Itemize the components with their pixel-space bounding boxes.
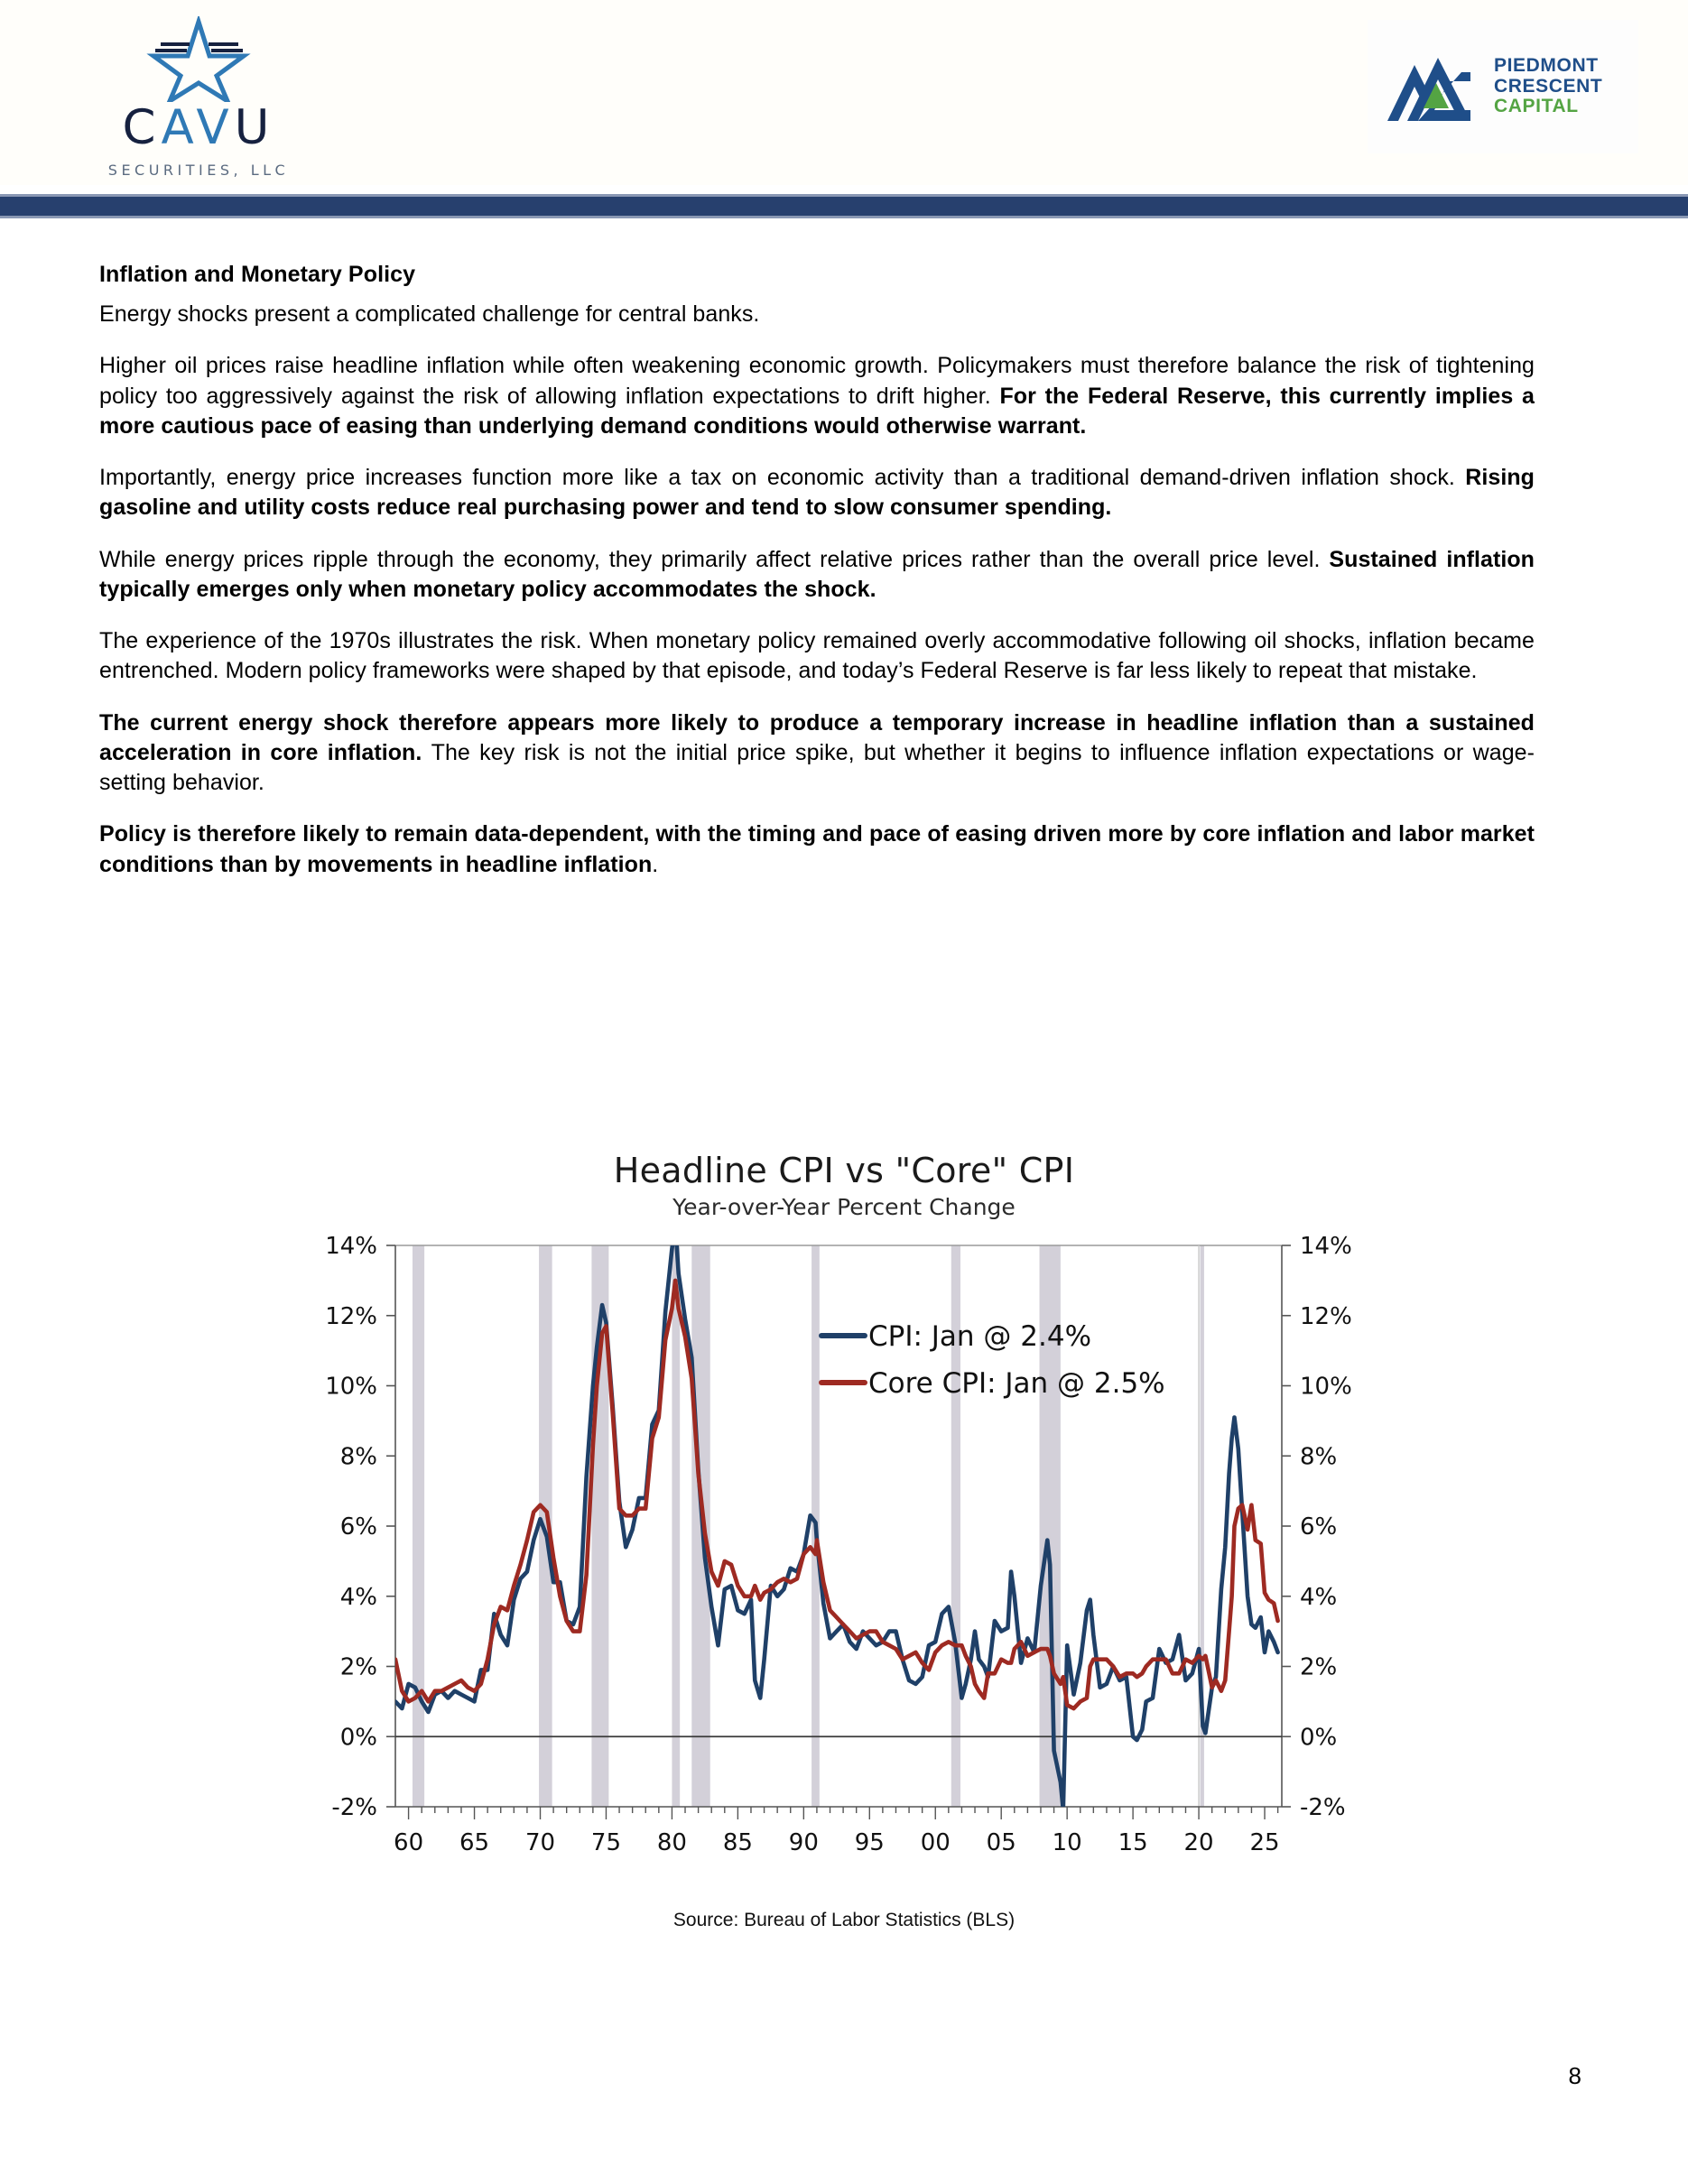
cavu-letter-v: V (196, 100, 235, 155)
text-run-bold: For the Federal Reserve, this currently implies a more cautious pace of easing than underlying demand conditions would otherwise warrant. (99, 383, 1535, 439)
document-body (99, 262, 1535, 902)
y-axis-label-right: 6% (1300, 1513, 1338, 1541)
legend-label-cpi: CPI: Jan @ 2.4% (868, 1320, 1092, 1353)
x-axis-label: 20 (1183, 1829, 1214, 1856)
text-run-bold: The current energy shock therefore appears more likely to produce a temporary increase in headline inflation than a sustained acceleration in core inflation. (99, 709, 1535, 765)
x-axis-label: 90 (788, 1829, 819, 1856)
cavu-letter-c: C (122, 100, 162, 155)
recession-band (413, 1245, 424, 1807)
y-axis-label-right: 8% (1300, 1443, 1338, 1471)
x-axis-label: 25 (1249, 1829, 1280, 1856)
x-axis-label: 95 (854, 1829, 885, 1856)
x-axis-label: 00 (920, 1829, 951, 1856)
y-axis-label-left: 10% (325, 1373, 377, 1401)
recession-band (672, 1245, 680, 1807)
y-axis-label-right: 2% (1300, 1653, 1338, 1681)
text-run: Importantly, energy price increases function more like a tax on economic activity than a traditional demand-driven inflation shock. (99, 465, 1466, 490)
pcc-line-1: PIEDMONT (1494, 55, 1599, 77)
text-run: The experience of the 1970s illustrates the risk. When monetary policy remained overly accommodative following oil shocks, inflation became entrenched. Modern policy frameworks were shaped by that episode, and today’s Federal Reserve is far less likely to repeat that mistake. (99, 628, 1535, 684)
y-axis-label-right: 10% (1300, 1373, 1352, 1401)
x-axis-label: 05 (986, 1829, 1016, 1856)
page-header (0, 0, 1688, 185)
chart-source-note: Source: Bureau of Labor Statistics (BLS) (672, 1910, 1016, 1930)
cavu-securities-logo (77, 16, 320, 179)
pcc-line-3: CAPITAL (1494, 96, 1579, 117)
text-run: Higher oil prices raise headline inflation while often weakening economic growth. Policymakers must therefore balance the risk of tightening policy too aggressively against the risk of allowing inflation expectations to drift higher. (99, 353, 1535, 409)
cpi-chart-figure (0, 1151, 1688, 1931)
y-axis-label-right: 0% (1300, 1724, 1338, 1752)
paragraph-p2 (99, 351, 1535, 441)
page-number: 8 (1568, 2062, 1581, 2089)
x-axis-label: 15 (1118, 1829, 1148, 1856)
x-axis-label: 80 (656, 1829, 687, 1856)
page-title: Inflation and Monetary Policy (99, 262, 416, 287)
y-axis-label-left: 2% (339, 1653, 377, 1681)
paragraph-p7 (99, 819, 1535, 880)
y-axis-label-right: 12% (1300, 1302, 1352, 1330)
y-axis-label-left: 14% (325, 1233, 377, 1260)
text-run: The key risk is not the initial price spike, but whether it begins to influence inflation expectations or wage-setting behavior. (99, 739, 1535, 795)
y-axis-label-left: 6% (339, 1513, 377, 1541)
y-axis-label-right: -2% (1300, 1794, 1346, 1821)
paragraph-p3 (99, 463, 1535, 523)
x-axis-label: 10 (1052, 1829, 1082, 1856)
chart-subtitle: Year-over-Year Percent Change (672, 1194, 1016, 1220)
x-axis-label: 70 (524, 1829, 556, 1856)
paragraph-p1 (99, 300, 1535, 329)
x-axis-label: 65 (459, 1829, 490, 1856)
series-line-cpi (395, 1229, 1278, 1810)
paragraph-p6 (99, 708, 1535, 799)
header-divider-bar (0, 194, 1688, 218)
y-axis-label-left: 0% (339, 1724, 377, 1752)
text-run: . (652, 851, 659, 877)
pcc-line-2: CRESCENT (1494, 75, 1603, 97)
mountain-icon (1382, 42, 1483, 132)
series-line-core_cpi (395, 1281, 1278, 1708)
chart-title: Headline CPI vs "Core" CPI (613, 1151, 1075, 1190)
x-axis-label: 75 (590, 1829, 622, 1856)
cavu-subtitle: SECURITIES, LLC (107, 162, 290, 179)
cavu-letter-a: A (161, 100, 197, 155)
x-axis-label: 60 (394, 1829, 424, 1856)
paragraph-list (99, 300, 1535, 880)
cavu-wordmark (122, 100, 275, 155)
piedmont-crescent-capital-logo (1368, 20, 1638, 153)
y-axis-label-left: 4% (339, 1583, 377, 1611)
text-run-bold: Sustained inflation typically emerges only when monetary policy accommodates the shock. (99, 546, 1535, 602)
x-axis-label: 85 (722, 1829, 753, 1856)
y-axis-label-left: 12% (325, 1302, 377, 1330)
text-run-bold: Policy is therefore likely to remain data-dependent, with the timing and pace of easing driven more by core inflation and labor market conditions than by movements in headline inflation (99, 821, 1535, 877)
paragraph-p5 (99, 626, 1535, 687)
cpi-line-chart (289, 1229, 1399, 1915)
y-axis-label-right: 14% (1300, 1233, 1352, 1260)
text-run: Energy shocks present a complicated challenge for central banks. (99, 301, 760, 327)
y-axis-label-right: 4% (1300, 1583, 1338, 1611)
cavu-star-icon (134, 16, 264, 102)
text-run-bold: Rising gasoline and utility costs reduce real purchasing power and tend to slow consumer spending. (99, 465, 1535, 521)
y-axis-label-left: -2% (331, 1794, 377, 1821)
cavu-letter-u: U (234, 100, 275, 155)
paragraph-p4 (99, 545, 1535, 606)
text-run: While energy prices ripple through the economy, they primarily affect relative prices rather than the overall price level. (99, 546, 1330, 572)
y-axis-label-left: 8% (339, 1443, 377, 1471)
legend-label-core_cpi: Core CPI: Jan @ 2.5% (868, 1367, 1165, 1400)
